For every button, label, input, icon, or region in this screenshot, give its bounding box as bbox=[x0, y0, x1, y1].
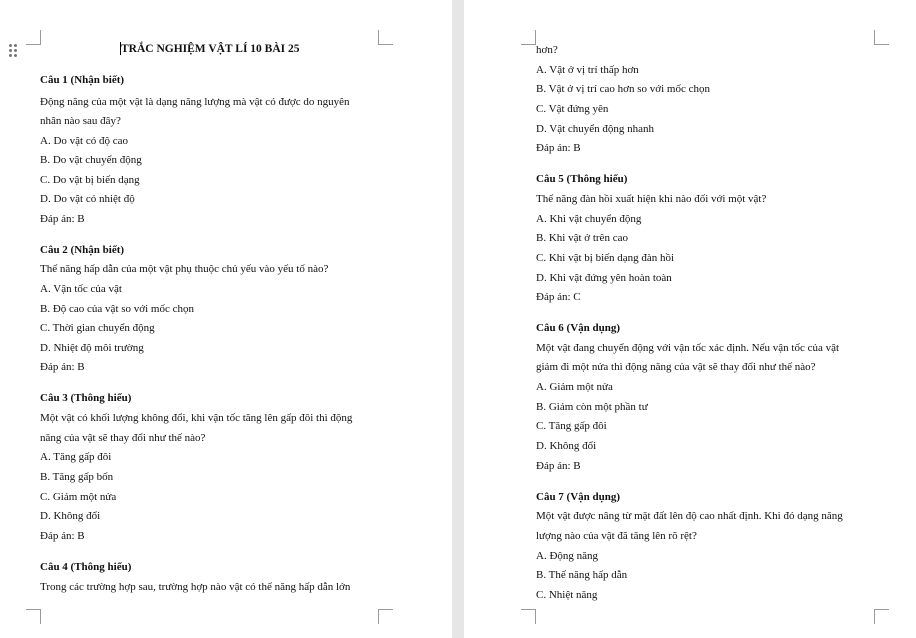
text-line[interactable]: Đáp án: B bbox=[40, 361, 85, 373]
text-line[interactable]: D. Vật chuyển động nhanh bbox=[536, 123, 655, 135]
text-line[interactable]: Đáp án: C bbox=[536, 291, 581, 303]
text-line[interactable]: D. Do vật có nhiệt độ bbox=[40, 193, 135, 205]
margin-corner-mark bbox=[26, 609, 41, 624]
text-line[interactable]: A. Vận tốc của vật bbox=[40, 283, 122, 295]
text-line[interactable]: giảm đi một nửa thì động năng của vật sẽ thay đổi như thế nào? bbox=[536, 361, 816, 373]
margin-corner-mark bbox=[874, 30, 889, 45]
text-line[interactable]: Đáp án: B bbox=[536, 460, 581, 472]
text-line[interactable]: Động năng của một vật là dạng năng lượng mà vật có được do nguyên bbox=[40, 96, 350, 108]
text-line[interactable]: D. Không đổi bbox=[536, 440, 597, 452]
question-heading[interactable]: Câu 2 (Nhận biết) bbox=[40, 244, 125, 256]
text-line[interactable]: B. Vật ở vị trí cao hơn so với mốc chọn bbox=[536, 83, 710, 95]
margin-corner-mark bbox=[26, 30, 41, 45]
text-line[interactable]: B. Thế năng hấp dẫn bbox=[536, 569, 628, 581]
document-title[interactable]: TRẮC NGHIỆM VẬT LÍ 10 BÀI 25 bbox=[121, 43, 300, 55]
text-line[interactable]: A. Khi vật chuyển động bbox=[536, 213, 642, 225]
question-heading[interactable]: Câu 7 (Vận dụng) bbox=[536, 491, 621, 503]
text-line[interactable]: Thế năng đàn hồi xuất hiện khi nào đối với một vật? bbox=[536, 193, 767, 205]
text-line[interactable]: C. Do vật bị biến dạng bbox=[40, 174, 140, 186]
text-line[interactable]: Một vật có khối lượng không đổi, khi vận tốc tăng lên gấp đôi thì động bbox=[40, 412, 353, 424]
document-page-left[interactable] bbox=[0, 0, 452, 638]
question-heading[interactable]: Câu 5 (Thông hiểu) bbox=[536, 173, 628, 185]
question-heading[interactable]: Câu 1 (Nhận biết) bbox=[40, 74, 125, 86]
text-line[interactable]: Trong các trường hợp sau, trường hợp nào vật có thế năng hấp dẫn lớn bbox=[40, 581, 351, 593]
page-gutter bbox=[452, 0, 464, 638]
margin-corner-mark bbox=[378, 609, 393, 624]
text-line[interactable]: A. Vật ở vị trí thấp hơn bbox=[536, 64, 639, 76]
text-line[interactable]: Một vật đang chuyển động với vận tốc xác định. Nếu vận tốc của vật bbox=[536, 342, 840, 354]
question-heading[interactable]: Câu 6 (Vận dụng) bbox=[536, 322, 621, 334]
margin-corner-mark bbox=[521, 609, 536, 624]
text-line[interactable]: B. Tăng gấp bốn bbox=[40, 471, 114, 483]
text-line[interactable]: C. Thời gian chuyển động bbox=[40, 322, 155, 334]
text-line[interactable]: C. Vật đứng yên bbox=[536, 103, 609, 115]
text-line[interactable]: A. Động năng bbox=[536, 550, 599, 562]
text-line[interactable]: C. Khi vật bị biến dạng đàn hồi bbox=[536, 252, 675, 264]
text-line[interactable]: C. Nhiệt năng bbox=[536, 589, 598, 601]
question-heading[interactable]: Câu 3 (Thông hiểu) bbox=[40, 392, 132, 404]
text-line[interactable]: Đáp án: B bbox=[40, 213, 85, 225]
text-line[interactable]: Một vật được nâng từ mặt đất lên độ cao nhất định. Khi đó dạng năng bbox=[536, 510, 843, 522]
text-line[interactable]: C. Tăng gấp đôi bbox=[536, 420, 607, 432]
text-line[interactable]: D. Nhiệt độ môi trường bbox=[40, 342, 144, 354]
text-line[interactable]: A. Giảm một nửa bbox=[536, 381, 613, 393]
text-line[interactable]: B. Độ cao của vật so với mốc chọn bbox=[40, 303, 194, 315]
text-line[interactable]: A. Do vật có độ cao bbox=[40, 135, 128, 147]
text-line[interactable]: B. Khi vật ở trên cao bbox=[536, 232, 628, 244]
drag-handle-icon[interactable] bbox=[9, 44, 19, 58]
text-line[interactable]: nhân nào sau đây? bbox=[40, 115, 121, 127]
text-line[interactable]: D. Không đổi bbox=[40, 510, 101, 522]
text-line[interactable]: Đáp án: B bbox=[40, 530, 85, 542]
text-line[interactable]: năng của vật sẽ thay đổi như thế nào? bbox=[40, 432, 206, 444]
margin-corner-mark bbox=[378, 30, 393, 45]
document-page-right[interactable] bbox=[464, 0, 916, 638]
text-line[interactable]: A. Tăng gấp đôi bbox=[40, 451, 112, 463]
text-line[interactable]: D. Khi vật đứng yên hoàn toàn bbox=[536, 272, 672, 284]
text-line[interactable]: Đáp án: B bbox=[536, 142, 581, 154]
text-line[interactable]: Thế năng hấp dẫn của một vật phụ thuộc chủ yếu vào yếu tố nào? bbox=[40, 263, 329, 275]
margin-corner-mark bbox=[874, 609, 889, 624]
text-line[interactable]: C. Giảm một nửa bbox=[40, 491, 117, 503]
margin-corner-mark bbox=[521, 30, 536, 45]
text-line[interactable]: hơn? bbox=[536, 44, 558, 56]
text-line[interactable]: B. Giảm còn một phần tư bbox=[536, 401, 648, 413]
text-line[interactable]: B. Do vật chuyển động bbox=[40, 154, 142, 166]
question-heading[interactable]: Câu 4 (Thông hiểu) bbox=[40, 561, 132, 573]
text-line[interactable]: lượng nào của vật đã tăng lên rõ rệt? bbox=[536, 530, 697, 542]
